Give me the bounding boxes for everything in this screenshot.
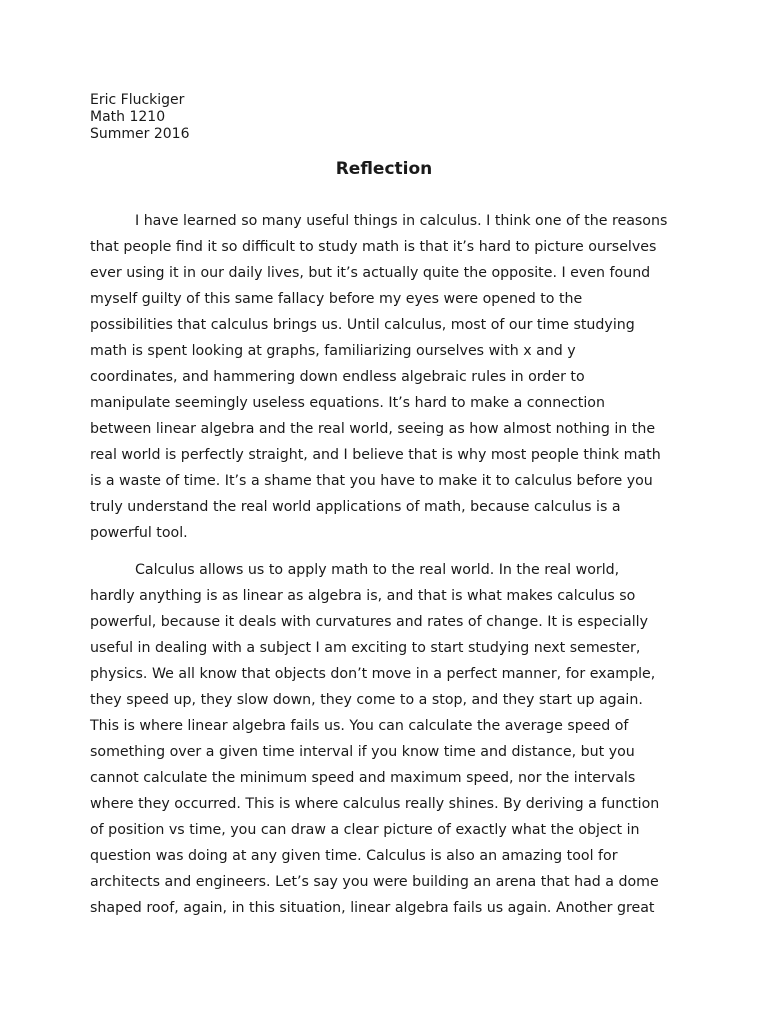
paragraph-line: hardly anything is as linear as algebra is, and that is what makes calculus so — [90, 588, 636, 604]
paragraph-line: physics. We all know that objects don’t move in a perfect manner, for example, — [90, 666, 656, 682]
paragraph-line: I have learned so many useful things in calculus. I think one of the reasons — [135, 213, 668, 229]
paragraph-line: shaped roof, again, in this situation, linear algebra fails us again. Another great — [90, 900, 655, 916]
paragraph-line: math is spent looking at graphs, familiarizing ourselves with x and y — [90, 343, 576, 359]
paragraph-line: of position vs time, you can draw a clear picture of exactly what the object in — [90, 822, 640, 838]
paragraph-line: Calculus allows us to apply math to the real world. In the real world, — [135, 562, 620, 578]
paragraph-line: possibilities that calculus brings us. Until calculus, most of our time studying — [90, 317, 635, 333]
document-header — [90, 92, 189, 143]
paragraph-line: question was doing at any given time. Calculus is also an amazing tool for — [90, 848, 618, 864]
paragraph-line: useful in dealing with a subject I am exciting to start studying next semester, — [90, 640, 641, 656]
term-label: Summer 2016 — [90, 126, 190, 142]
paragraph-1 — [90, 208, 690, 546]
paragraph-line: powerful, because it deals with curvatures and rates of change. It is especially — [90, 614, 648, 630]
paragraph-line: myself guilty of this same fallacy before my eyes were opened to the — [90, 291, 583, 307]
paragraph-line: manipulate seemingly useless equations. It’s hard to make a connection — [90, 395, 605, 411]
paragraph-line: that people find it so difficult to study math is that it’s hard to picture ourselves — [90, 239, 657, 255]
paragraph-line: between linear algebra and the real world, seeing as how almost nothing in the — [90, 421, 656, 437]
paragraph-line: they speed up, they slow down, they come to a stop, and they start up again. — [90, 692, 643, 708]
author-name: Eric Fluckiger — [90, 92, 185, 108]
paragraph-line: truly understand the real world applications of math, because calculus is a — [90, 499, 621, 515]
paragraph-line: powerful tool. — [90, 525, 188, 541]
paragraph-line: coordinates, and hammering down endless algebraic rules in order to — [90, 369, 585, 385]
paragraph-line: real world is perfectly straight, and I believe that is why most people think math — [90, 447, 661, 463]
paragraph-line: where they occurred. This is where calculus really shines. By deriving a function — [90, 796, 660, 812]
paragraph-line: is a waste of time. It’s a shame that you have to make it to calculus before you — [90, 473, 653, 489]
document-title: Reflection — [335, 159, 433, 179]
paragraph-line: ever using it in our daily lives, but it’s actually quite the opposite. I even found — [90, 265, 651, 281]
paragraph-line: cannot calculate the minimum speed and maximum speed, nor the intervals — [90, 770, 636, 786]
paragraph-line: architects and engineers. Let’s say you were building an arena that had a dome — [90, 874, 659, 890]
course-name: Math 1210 — [90, 109, 166, 125]
paragraph-2 — [90, 557, 690, 921]
paragraph-line: This is where linear algebra fails us. You can calculate the average speed of — [90, 718, 629, 734]
paragraph-line: something over a given time interval if you know time and distance, but you — [90, 744, 635, 760]
